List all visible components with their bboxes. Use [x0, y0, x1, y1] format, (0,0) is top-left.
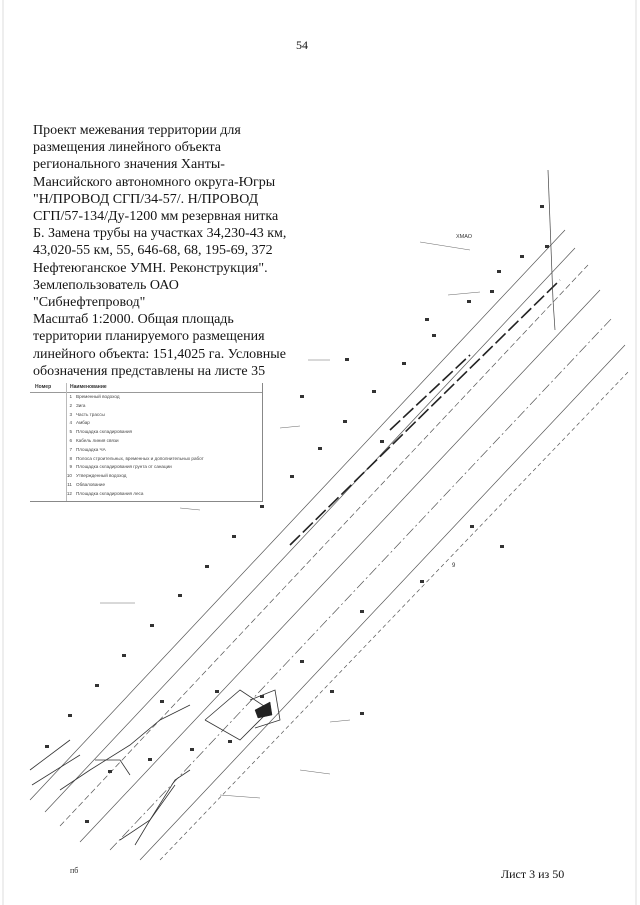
legend-row-number: 9 [69, 464, 72, 470]
legend-row-name: Площадка ЧА [76, 446, 106, 452]
legend-row-number: 1 [69, 394, 72, 399]
legend-row-number: 5 [69, 429, 72, 435]
legend-row-number: 7 [69, 446, 72, 452]
legend-row-number: 12 [66, 490, 72, 496]
page-number: 54 [296, 38, 308, 52]
legend-row-name: Амбар [76, 420, 90, 426]
legend-row-name: Часть трассы [76, 411, 105, 417]
legend-row-name: Зига [76, 402, 86, 408]
legend-row-name: Полоса строительных, временных и дополнительных работ [76, 455, 204, 461]
legend-row-name: Утвержденный водоход [76, 473, 127, 479]
legend-row-name: Площадка складирования леса [76, 490, 144, 496]
lower-structures [30, 690, 280, 845]
pipeline-corridor [30, 230, 630, 860]
legend-row-name: Кабель линия связи [76, 437, 119, 443]
legend-row-number: 6 [69, 437, 72, 443]
sheet-label: Лист 3 из 50 [501, 867, 565, 881]
legend-row-name: Площадка складирования грунта от санации [76, 464, 172, 470]
hatched-block [255, 702, 272, 718]
legend-row-number: 4 [69, 420, 72, 426]
legend-row-number: 3 [69, 411, 72, 417]
legend-row-number: 10 [66, 473, 72, 479]
legend-row-name: Временный водоход [76, 394, 120, 399]
area-label-9: 9 [452, 563, 456, 569]
scan-edge-marks [3, 0, 636, 905]
legend-row-number: 2 [69, 402, 72, 408]
legend-col-name: Наименование [70, 384, 107, 390]
legend-row-number: 11 [67, 481, 72, 487]
survey-points [45, 205, 549, 823]
hatch-strokes [100, 242, 480, 798]
title-block: Проект межевания территории для размещения линейного объекта регионального значения Ханты- Мансийского автономного округа-Югры "Н/ПРОВОД СГП/34-57/. Н/ПРОВОД СГП/57-134/Ду-1200 мм резервная нитка Б. Замена трубы на участках 34,230-43 км, 43,020-55 км, 55, 646-68, 68, 195-69, 372 Нефтеюганское УМН. Реконструкция". Землепользователь ОАО "Сибнефтепровод" Масштаб 1:2000. Общая площадь территории планируемого размещения линейного объекта: 151,4025 га. Условные обозначения представлены на листе 35 [33, 123, 287, 379]
legend-col-number: Номер [35, 384, 52, 390]
initials-mark: пб [70, 866, 79, 875]
legend-row-name: Обвалование [76, 481, 106, 487]
area-label-top: ХМАО [456, 234, 473, 240]
legend-row-number: 8 [69, 455, 72, 461]
legend-row-name: Площадка складирования [76, 429, 133, 435]
